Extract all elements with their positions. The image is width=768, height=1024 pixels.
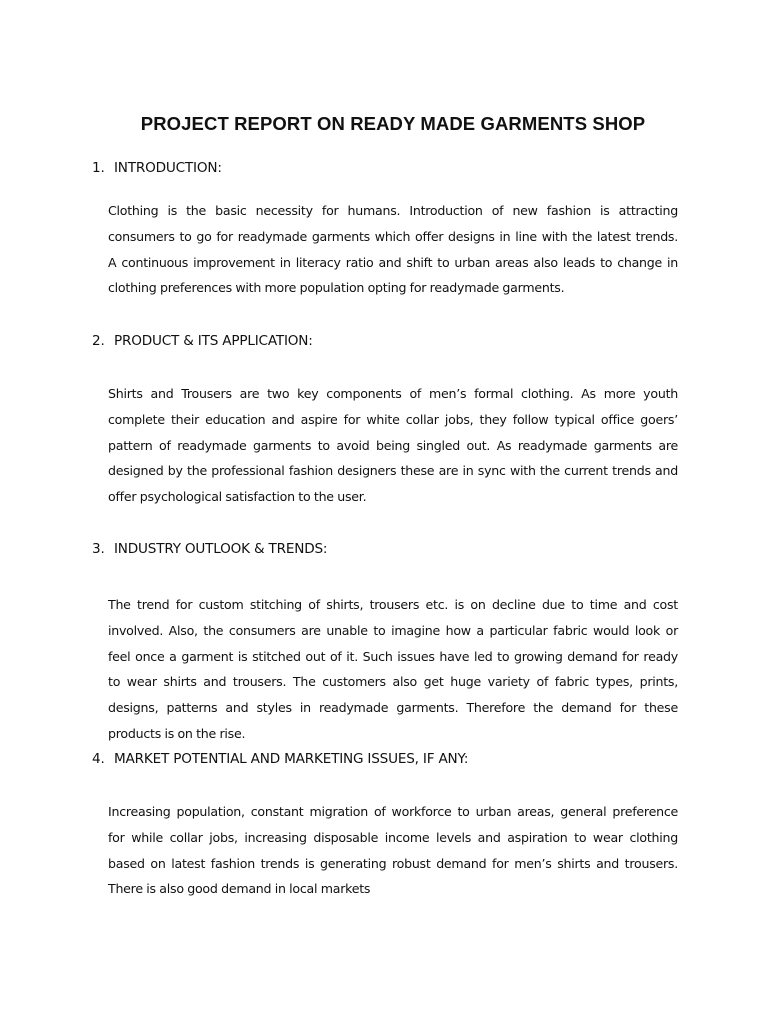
paragraph-line: feel once a garment is stitched out of it. Such issues have led to growing demand for ready — [108, 648, 678, 664]
paragraph-line: to wear shirts and trousers. The customers also get huge variety of fabric types, prints, — [108, 674, 678, 690]
paragraph-line: There is also good demand in local markets — [108, 881, 371, 897]
section-paragraph-introduction — [108, 198, 678, 301]
paragraph-line: based on latest fashion trends is generating robust demand for men’s shirts and trousers. — [108, 855, 678, 871]
section-heading-industry-outlook — [92, 541, 327, 557]
section-heading-text: INDUSTRY OUTLOOK & TRENDS: — [114, 541, 328, 557]
section-heading-text: PRODUCT & ITS APPLICATION: — [114, 333, 313, 349]
section-heading-market-potential — [92, 751, 468, 767]
section-paragraph-product — [108, 381, 678, 510]
paragraph-line: Increasing population, constant migration of workforce to urban areas, general preference — [108, 804, 678, 819]
section-number: 2. — [92, 333, 105, 349]
paragraph-line: complete their education and aspire for white collar jobs, they follow typical office goers’ — [108, 411, 678, 427]
section-number: 4. — [92, 751, 105, 767]
paragraph-line: for while collar jobs, increasing disposable income levels and aspiration to wear clothing — [108, 829, 678, 845]
paragraph-line: Shirts and Trousers are two key components of men’s formal clothing. As more youth — [108, 386, 678, 401]
paragraph-line: products is on the rise. — [108, 725, 246, 741]
paragraph-line: designed by the professional fashion designers these are in sync with the current trends and — [108, 463, 678, 479]
paragraph-line: involved. Also, the consumers are unable to imagine how a particular fabric would look or — [108, 622, 678, 638]
paragraph-line: offer psychological satisfaction to the user. — [108, 489, 367, 505]
section-number: 1. — [92, 160, 105, 176]
section-heading-product — [92, 333, 313, 349]
paragraph-line: pattern of readymade garments to avoid being singled out. As readymade garments are — [108, 437, 678, 453]
section-number: 3. — [92, 541, 105, 557]
section-heading-text: MARKET POTENTIAL AND MARKETING ISSUES, IF ANY: — [114, 751, 469, 767]
paragraph-line: consumers to go for readymade garments which offer designs in line with the latest trends. — [108, 228, 678, 244]
paragraph-line: The trend for custom stitching of shirts, trousers etc. is on decline due to time and cost — [108, 597, 678, 612]
paragraph-line: A continuous improvement in literacy ratio and shift to urban areas also leads to change in — [108, 254, 678, 270]
section-paragraph-market-potential — [108, 799, 678, 902]
paragraph-line: designs, patterns and styles in readymade garments. Therefore the demand for these — [108, 700, 678, 716]
section-heading-introduction — [92, 160, 222, 176]
section-heading-text: INTRODUCTION: — [114, 160, 222, 176]
section-paragraph-industry-outlook — [108, 592, 678, 747]
paragraph-line: clothing preferences with more population opting for readymade garments. — [108, 280, 565, 296]
paragraph-line: Clothing is the basic necessity for humans. Introduction of new fashion is attracting — [108, 203, 678, 218]
document-title: PROJECT REPORT ON READY MADE GARMENTS SHOP — [140, 113, 646, 134]
